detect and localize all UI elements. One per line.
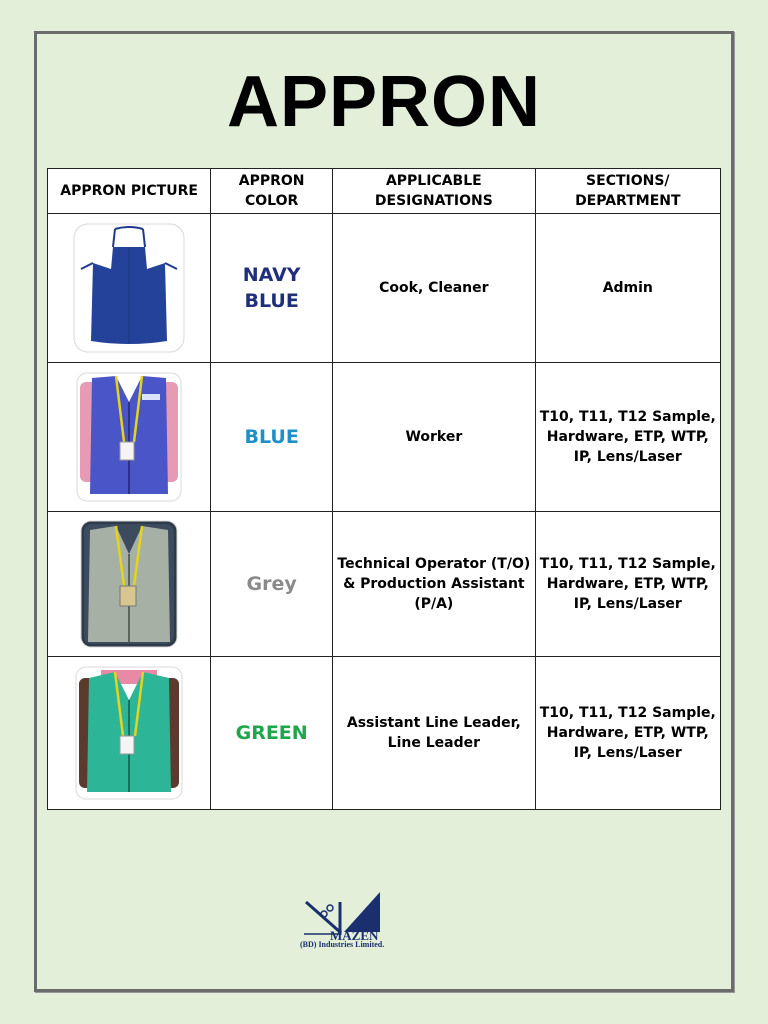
header-picture: APPRON PICTURE (48, 169, 211, 214)
apron-color-cell (211, 363, 333, 512)
color-name: BLUE (244, 426, 299, 448)
designation-cell (333, 512, 536, 657)
color-name: Grey (246, 573, 297, 595)
apron-picture-cell (48, 657, 211, 810)
blue-apron-image (76, 372, 182, 502)
table-header-row (48, 169, 721, 214)
apron-color-cell (211, 214, 333, 363)
apron-picture-cell (48, 363, 211, 512)
apron-picture-cell (48, 214, 211, 363)
table-row (48, 512, 721, 657)
page-frame (34, 31, 734, 992)
table-row (48, 657, 721, 810)
department-cell: T10, T11, T12 Sample, Hardware, ETP, WTP, IP, Lens/Laser (535, 512, 720, 657)
department-cell: Admin (535, 214, 720, 363)
color-name: NAVY BLUE (242, 264, 301, 312)
designation-text: Technical Operator (T/O) & Production Assistant (P/A) (337, 556, 531, 612)
grey-apron-image (80, 520, 178, 648)
color-name: GREEN (235, 722, 308, 744)
logo-subtitle: (BD) Industries Limited. (300, 940, 385, 949)
green-apron-image (75, 666, 183, 800)
table-row (48, 363, 721, 512)
apron-table (47, 168, 721, 810)
logo-name: MAZEN (330, 928, 379, 943)
department-cell: T10, T11, T12 Sample, Hardware, ETP, WTP, IP, Lens/Laser (535, 363, 720, 512)
designation-cell: Assistant Line Leader, Line Leader (333, 657, 536, 810)
header-designations: APPLICABLE DESIGNATIONS (333, 169, 536, 214)
designation-cell: Cook, Cleaner (333, 214, 536, 363)
designation-cell: Worker (333, 363, 536, 512)
department-cell: T10, T11, T12 Sample, Hardware, ETP, WTP, IP, Lens/Laser (535, 657, 720, 810)
apron-picture-cell (48, 512, 211, 657)
apron-color-cell (211, 657, 333, 810)
header-color: APPRON COLOR (211, 169, 333, 214)
table-row (48, 214, 721, 363)
header-department: SECTIONS/ DEPARTMENT (535, 169, 720, 214)
page-title: APPRON (226, 62, 542, 142)
navy-apron-image (73, 223, 185, 353)
apron-color-cell (211, 512, 333, 657)
